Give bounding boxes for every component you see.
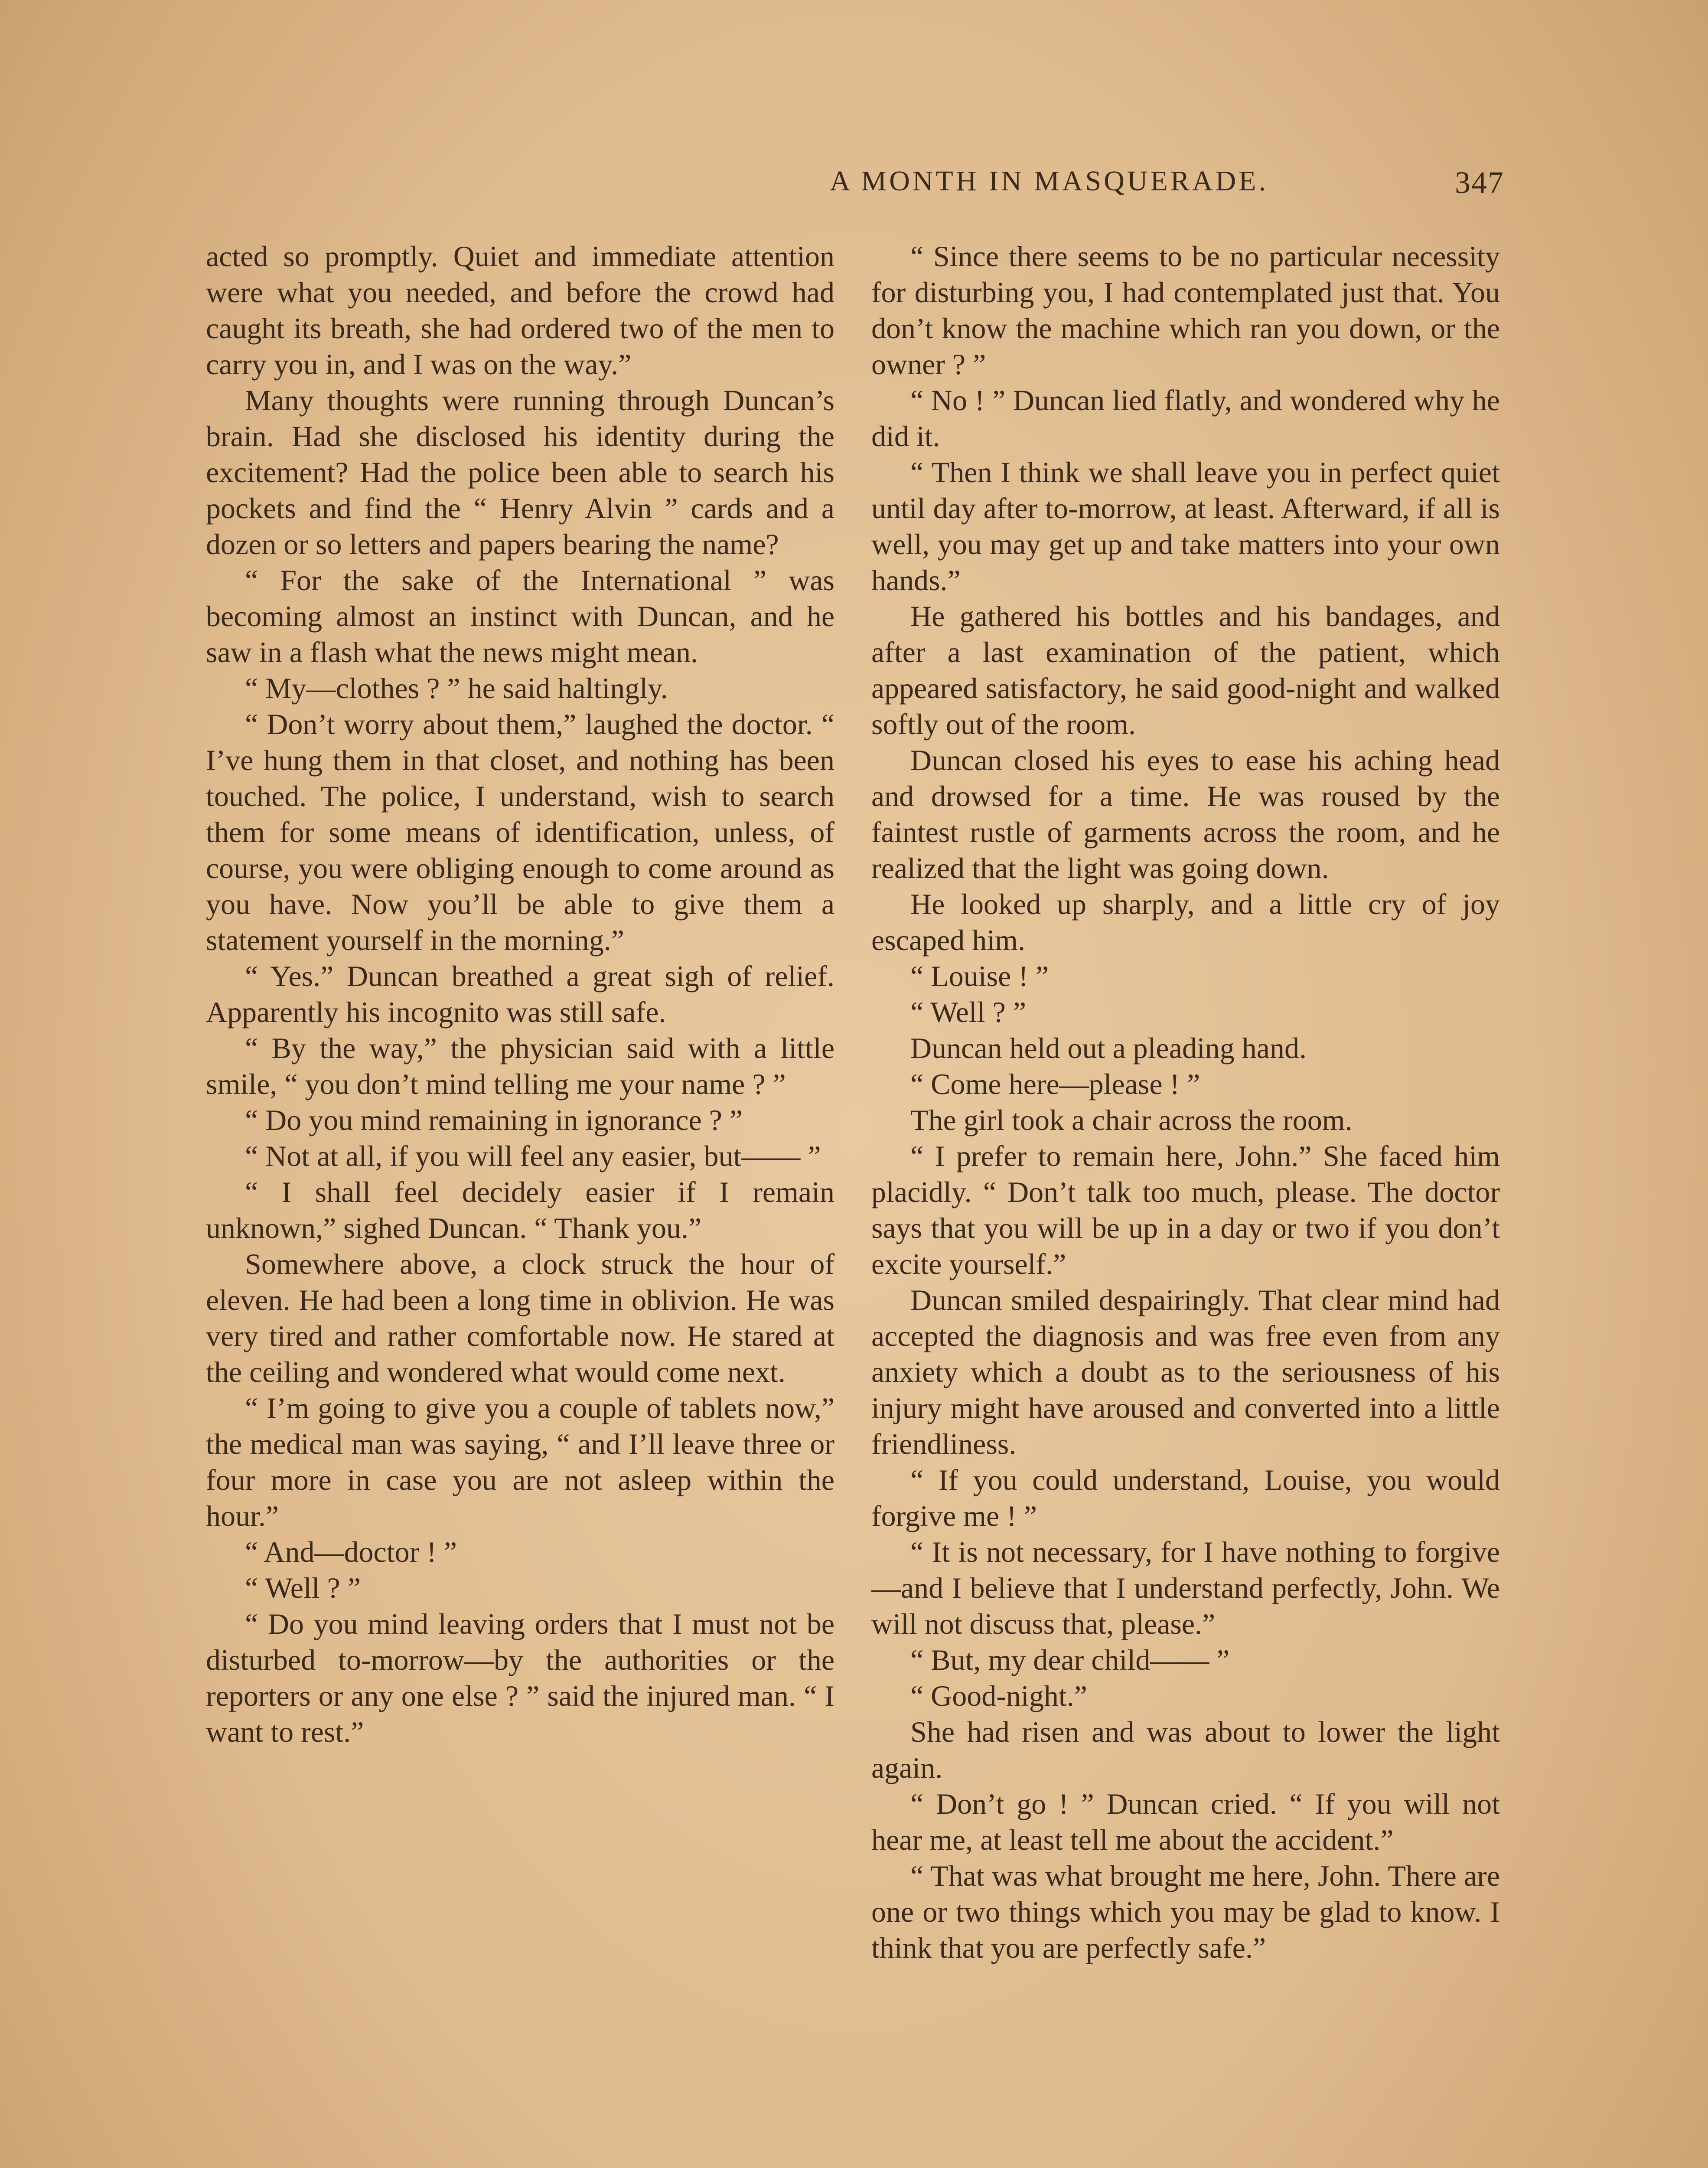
paragraph: “ My—clothes ? ” he said haltingly. [245,672,668,705]
paragraph: “ I prefer to remain here, John.” She faced him placidly. “ Don’t talk too much, please. The doctor says that you will be up in a day or two if you don’t excite yourself.” [871,1140,1500,1280]
paragraph: “ Don’t worry about them,” laughed the doctor. “ I’ve hung them in that closet, and nothing has been touched. The police, I understand, wish to search them for some means of identification, unless, of course, you were obliging enough to come around as you have. Now you’ll be able to give them a statement yourself in the morning.” [206,708,834,957]
paragraph: He looked up sharply, and a little cry of joy escaped him. [871,888,1500,957]
paragraph: “ By the way,” the physician said with a little smile, “ you don’t mind telling me your name ? ” [206,1032,834,1100]
paragraph: “ That was what brought me here, John. There are one or two things which you may be glad to know. I think that you are perfectly safe.” [871,1859,1500,1964]
paragraph: “ Not at all, if you will feel any easier, but—— ” [245,1140,821,1172]
paragraph: “ Yes.” Duncan breathed a great sigh of relief. Apparently his incognito was still safe. [206,960,834,1028]
paragraph: “ Well ? ” [910,996,1027,1028]
paragraph: The girl took a chair across the room. [910,1104,1353,1136]
paragraph: “ Don’t go ! ” Duncan cried. “ If you will not hear me, at least tell me about the accident.” [871,1787,1500,1856]
paragraph: “ I shall feel decidely easier if I remain unknown,” sighed Duncan. “ Thank you.” [206,1175,834,1244]
paragraph: “ And—doctor ! ” [245,1535,457,1568]
page-header [204,165,1504,212]
paragraph: “ Louise ! ” [910,960,1049,993]
paragraph: She had risen and was about to lower the light again. [871,1715,1500,1784]
paragraph: “ Do you mind leaving orders that I must not be disturbed to-morrow—by the authorities or the reporters or any one else ? ” said the injured man. “ I want to rest.” [206,1607,834,1748]
paragraph: “ It is not necessary, for I have nothing to forgive—and I believe that I understand perfectly, John. We will not discuss that, please.” [871,1535,1500,1640]
paragraph: Duncan smiled despairingly. That clear mind had accepted the diagnosis and was free even from any anxiety which a doubt as to the seriousness of his injury might have aroused and converted into a little friendliness. [871,1283,1500,1460]
running-title: A MONTH IN MASQUERADE. [829,165,1268,197]
paragraph: Duncan held out a pleading hand. [910,1032,1307,1064]
paragraph: “ If you could understand, Louise, you would forgive me ! ” [871,1463,1500,1532]
paragraph: “ But, my dear child—— ” [910,1643,1230,1676]
left-column [206,238,834,1750]
paragraph: “ For the sake of the International ” was becoming almost an instinct with Duncan, and he saw in a flash what the news might mean. [206,564,834,669]
paragraph: “ I’m going to give you a couple of tablets now,” the medical man was saying, “ and I’ll leave three or four more in case you are not asleep within the hour.” [206,1391,834,1532]
paragraph: “ Since there seems to be no particular necessity for disturbing you, I had contemplated just that. You don’t know the machine which ran you down, or the owner ? ” [871,240,1500,381]
paragraph: Duncan closed his eyes to ease his aching head and drowsed for a time. He was roused by the faintest rustle of garments across the room, and he realized that the light was going down. [871,744,1500,885]
paragraph: “ Good-night.” [910,1679,1087,1712]
paragraph: He gathered his bottles and his bandages, and after a last examination of the patient, which appeared satisfactory, he said good-night and walked softly out of the room. [871,600,1500,741]
page-number: 347 [1455,165,1504,200]
paragraph: “ Come here—please ! ” [910,1068,1200,1100]
paragraph: Somewhere above, a clock struck the hour of eleven. He had been a long time in oblivion. He was very tired and rather comfortable now. He stared at the ceiling and wondered what would come next. [206,1247,834,1388]
paragraph: acted so promptly. Quiet and immediate attention were what you needed, and before the crowd had caught its breath, she had ordered two of the men to carry you in, and I was on the way.” [206,240,834,381]
paragraph: “ Well ? ” [245,1571,361,1604]
paragraph: Many thoughts were running through Duncan’s brain. Had she disclosed his identity during the excitement? Had the police been able to search his pockets and find the “ Henry Alvin ” cards and a dozen or so letters and papers bearing the name? [206,384,834,561]
paragraph: “ No ! ” Duncan lied flatly, and wondered why he did it. [871,384,1500,453]
paragraph: “ Then I think we shall leave you in perfect quiet until day after to-morrow, at least. Afterward, if all is well, you may get up and take matters into your own hands.” [871,456,1500,597]
right-column [871,238,1500,1966]
paragraph: “ Do you mind remaining in ignorance ? ” [245,1104,743,1136]
